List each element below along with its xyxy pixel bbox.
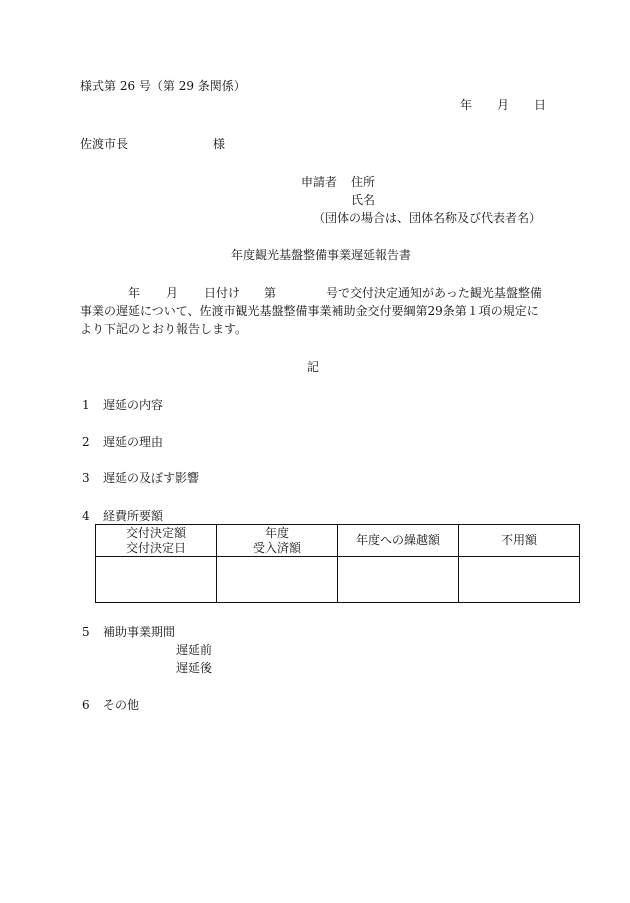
header-received-amount (217, 525, 338, 557)
received-amount-cell[interactable] (217, 557, 338, 603)
document-title: 年度観光基盤整備事業遅延報告書 (230, 248, 411, 262)
item-number: 6 (82, 698, 90, 712)
header-line: 交付決定額 (125, 525, 186, 540)
ki-heading: 記 (307, 360, 320, 374)
period-after-label: 遅延後 (176, 661, 213, 675)
unused-amount-cell[interactable] (459, 557, 580, 603)
body-line2: 事業の遅延について、佐渡市観光基盤整備事業補助金交付要綱第29条第１項の規定に (80, 304, 539, 318)
body-line3: より下記のとおり報告します。 (80, 322, 248, 336)
item-number: 2 (82, 435, 90, 449)
item-number: 5 (82, 625, 90, 639)
item-label: 経費所要額 (103, 509, 164, 523)
item-label: 遅延の及ぼす影響 (103, 471, 200, 485)
header-line: 年度への繰越額 (355, 533, 440, 547)
header-line: 交付決定日 (125, 540, 186, 555)
header-line: 不用額 (500, 533, 537, 547)
item-number: 4 (82, 509, 90, 523)
item-label: 補助事業期間 (103, 625, 176, 639)
applicant-label: 申請者 (301, 175, 338, 189)
applicant-name-label: 氏名 (351, 193, 376, 207)
header-grant-amount (96, 525, 217, 557)
body-month-label: 月 (166, 286, 179, 300)
date-year-label: 年 (460, 98, 473, 112)
date-day-label: 日 (534, 98, 547, 112)
item-label: その他 (103, 698, 140, 712)
period-before-label: 遅延前 (176, 643, 213, 657)
form-number: 様式第 26 号（第 29 条関係） (80, 79, 246, 93)
date-month-label: 月 (497, 98, 510, 112)
item-number: 3 (82, 471, 90, 485)
table-row (96, 557, 580, 603)
item-label: 遅延の内容 (103, 398, 164, 412)
body-year-label: 年 (128, 286, 141, 300)
applicant-note: （団体の場合は、団体名称及び代表者名） (313, 211, 542, 225)
header-unused-amount (459, 525, 580, 557)
addressee-name: 佐渡市長 (80, 137, 129, 151)
body-line1-rest: 号で交付決定通知があった観光基盤整備 (326, 286, 542, 300)
header-carryover-amount (338, 525, 459, 557)
header-line: 年度 (264, 525, 289, 540)
carryover-amount-cell[interactable] (338, 557, 459, 603)
item-label: 遅延の理由 (103, 435, 164, 449)
grant-amount-cell[interactable] (96, 557, 217, 603)
budget-table (95, 524, 580, 603)
item-number: 1 (82, 398, 90, 412)
header-line: 受入済額 (252, 540, 301, 555)
addressee-honorific: 様 (213, 137, 226, 151)
body-number-prefix: 第 (264, 286, 277, 300)
table-header-row (96, 525, 580, 557)
applicant-address-label: 住所 (351, 175, 376, 189)
body-day-label: 日付け (204, 286, 241, 300)
